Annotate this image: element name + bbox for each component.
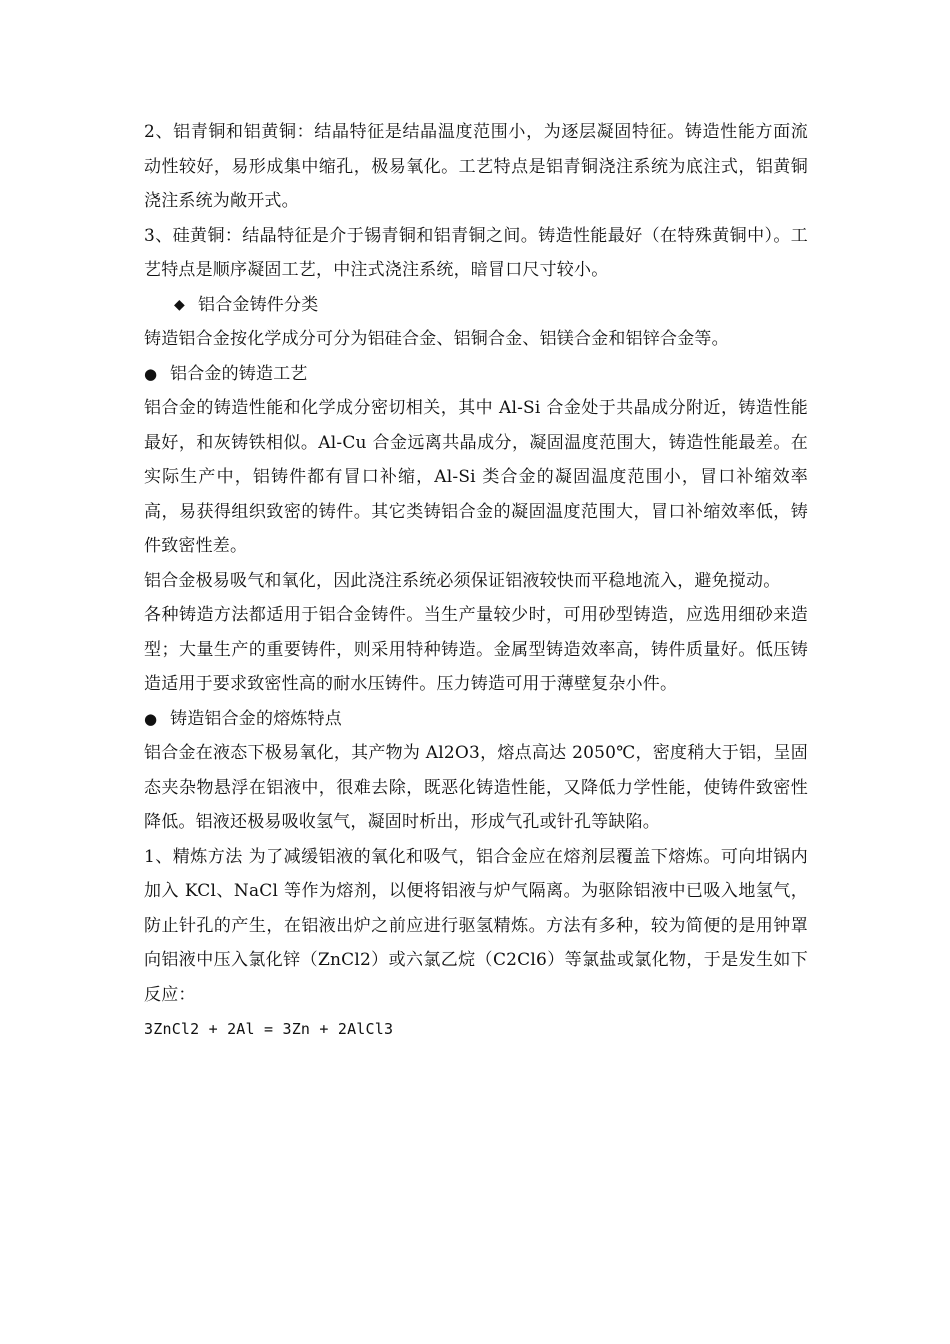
paragraph-gating-system: 铝合金极易吸气和氧化，因此浇注系统必须保证铝液较快而平稳地流入，避免搅动。 [144,570,781,591]
heading-process-text: 铝合金的铸造工艺 [170,363,308,384]
circle-bullet-icon: ● [144,364,158,383]
heading-melting [144,702,808,737]
paragraph-casting-methods: 各种铸造方法都适用于铝合金铸件。当生产量较少时，可用砂型铸造，应选用细砂来造型；大量生产的重要铸件，则采用特种铸造。金属型铸造效率高，铸件质量好。低压铸造适用于要求致密性高的耐水压铸件。压力铸造可用于薄壁复杂小件。 [144,605,808,694]
paragraph-refining-method: 1、精炼方法 为了减缓铝液的氧化和吸气，铝合金应在熔剂层覆盖下熔炼。可向坩锅内加入 KCl、NaCl 等作为熔剂，以便将铝液与炉气隔离。为驱除铝液中已吸入地氢气，防止针孔的产生，在铝液出炉之前应进行驱氢精炼。方法有多种，较为简便的是用钟罩向铝液中压入氯化锌（ZnCl2）或六氯乙烷（C2Cl6）等氯盐或氯化物，于是发生如下反应： [144,846,808,1005]
heading-classification-text: 铝合金铸件分类 [198,294,319,315]
heading-process [144,357,808,392]
paragraph-aluminum-bronze: 2、铝青铜和铝黄铜：结晶特征是结晶温度范围小，为逐层凝固特征。铸造性能方面流动性较好，易形成集中缩孔，极易氧化。工艺特点是铝青铜浇注系统为底注式，铝黄铜浇注系统为敞开式。 [144,122,808,211]
paragraph-casting-performance: 铝合金的铸造性能和化学成分密切相关，其中 Al-Si 合金处于共晶成分附近，铸造性能最好，和灰铸铁相似。Al-Cu 合金远离共晶成分，凝固温度范围大，铸造性能最差。在实际生产中，铝铸件都有冒口补缩，Al-Si 类合金的凝固温度范围小，冒口补缩效率高，易获得组织致密的铸件。其它类铸铝合金的凝固温度范围大，冒口补缩效率低，铸件致密性差。 [144,398,808,556]
document-body [144,115,808,1047]
paragraph-silicon-brass: 3、硅黄铜：结晶特征是介于锡青铜和铝青铜之间。铸造性能最好（在特殊黄铜中）。工艺特点是顺序凝固工艺，中注式浇注系统，暗冒口尺寸较小。 [144,225,808,280]
diamond-bullet-icon: ◆ [174,296,185,313]
paragraph-oxidation: 铝合金在液态下极易氧化，其产物为 Al2O3，熔点高达 2050℃，密度稍大于铝，呈固态夹杂物悬浮在铝液中，很难去除，既恶化铸造性能，又降低力学性能，使铸件致密性降低。铝液还极易吸收氢气，凝固时析出，形成气孔或针孔等缺陷。 [144,743,808,832]
circle-bullet-icon: ● [144,709,158,728]
reaction-formula: 3ZnCl2 + 2Al = 3Zn + 2AlCl3 [144,1020,394,1038]
heading-classification [144,288,808,323]
heading-melting-text: 铸造铝合金的熔炼特点 [170,708,342,729]
paragraph-classification: 铸造铝合金按化学成分可分为铝硅合金、铝铜合金、铝镁合金和铝锌合金等。 [144,329,729,349]
